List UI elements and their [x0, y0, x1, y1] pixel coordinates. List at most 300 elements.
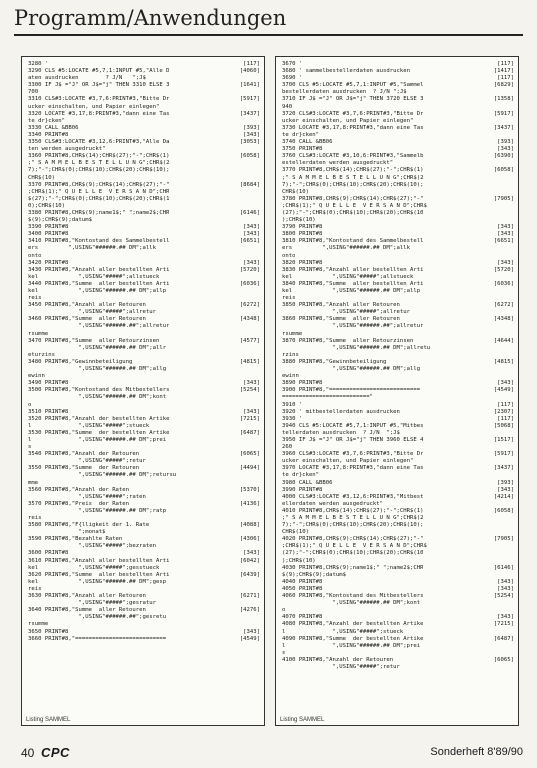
code-line [28, 480, 260, 487]
code-text: ",USING"######.## DM";allg [28, 366, 167, 373]
checksum [258, 472, 260, 479]
code-line [282, 182, 514, 189]
code-text: ucker einschalten, und Papier einlegen" [28, 103, 160, 110]
checksum [258, 274, 260, 281]
checksum: [6272] [239, 302, 260, 309]
code-text: 4090 PRINT#8,"Summe der bestellten Artike [282, 635, 424, 642]
code-line [28, 501, 260, 508]
listing-column-left [21, 56, 265, 726]
checksum [258, 89, 260, 96]
code-line [28, 75, 260, 82]
code-text: 3810 PRINT#8,"Kontostand des Sammelbestell [282, 238, 424, 245]
code-line [282, 281, 514, 288]
code-line [28, 366, 260, 373]
code-text: 3310 CLS#3:LOCATE #3,7,6:PRINT#3,"Bitte Dr [28, 96, 170, 103]
code-line [28, 167, 260, 174]
code-text: 3570 PRINT#8,"Preis der Raten [28, 500, 130, 507]
code-line [282, 352, 514, 359]
code-line [282, 288, 514, 295]
code-text: 3470 PRINT#8,"Summe aller Retourzinsen [28, 337, 160, 344]
checksum [512, 210, 514, 217]
code-text: $(9);CHR$(9);datum$ [28, 217, 92, 224]
code-line [282, 175, 514, 182]
code-text: ",USING"######.##";allretur [282, 323, 424, 330]
checksum [512, 323, 514, 330]
code-text: te dr}cken" [282, 472, 320, 479]
code-line [28, 586, 260, 593]
checksum: [4348] [493, 316, 514, 323]
code-text: 3460 PRINT#8,"Summe aller Retouren [28, 316, 146, 323]
checksum: [4306] [239, 536, 260, 543]
code-line [28, 543, 260, 550]
checksum [258, 586, 260, 593]
checksum [512, 643, 514, 650]
checksum [258, 118, 260, 125]
checksum: [7215] [493, 621, 514, 628]
code-text: 700 [28, 89, 39, 96]
checksum [512, 295, 514, 302]
code-text: rsumme [282, 330, 303, 337]
code-line [282, 61, 514, 68]
issue-label: Sonderheft 8'89/90 [430, 746, 523, 758]
checksum [512, 175, 514, 182]
checksum [512, 288, 514, 295]
code-text: te dr}cken" [282, 131, 320, 138]
checksum [258, 146, 260, 153]
code-text: ",USING"#####";allretur [28, 309, 156, 316]
code-line [28, 600, 260, 607]
code-text: 3930 ' [282, 415, 303, 422]
checksum: [6651] [239, 238, 260, 245]
code-line [282, 302, 514, 309]
code-text: 4020 PRINT#8,CHR$(9);CHR$(14);CHR$(27);"-" [282, 536, 424, 543]
code-line [282, 558, 514, 565]
code-line [282, 118, 514, 125]
listing-caption: Listing SAMMEL [26, 717, 71, 723]
checksum: [4214] [493, 493, 514, 500]
page-number: 40 [21, 746, 35, 760]
code-text: kel ",USING"#####";gesstueck [28, 564, 160, 571]
code-line [28, 210, 260, 217]
checksum: [117] [243, 61, 260, 67]
checksum [512, 550, 514, 557]
code-line [28, 629, 260, 636]
code-line [282, 550, 514, 557]
checksum [258, 402, 260, 409]
checksum [258, 423, 260, 430]
code-line [282, 522, 514, 529]
checksum: [6487] [239, 429, 260, 436]
checksum: [1358] [493, 96, 514, 103]
code-line [28, 260, 260, 267]
code-text: ",USING"#####";bezraten [28, 543, 156, 550]
code-text: 4000 CLS#3:LOCATE #3,12,6:PRINT#3,"Mitbest [282, 493, 424, 500]
code-line [28, 338, 260, 345]
checksum [258, 394, 260, 401]
code-line [282, 345, 514, 352]
code-line [28, 295, 260, 302]
checksum: [343] [243, 224, 260, 231]
code-text: 3950 IF J$ ="J" OR J$="j" THEN 3960 ELSE 4 [282, 436, 424, 443]
code-text: ",USING"#####";allretur [282, 309, 410, 316]
code-line [28, 68, 260, 75]
code-line [28, 430, 260, 437]
code-line [282, 111, 514, 118]
checksum [512, 629, 514, 636]
checksum: [1517] [493, 436, 514, 443]
code-line [282, 139, 514, 146]
code-text: 3340 PRINT#8 [28, 131, 69, 138]
code-line [282, 75, 514, 82]
checksum [258, 331, 260, 338]
checksum [512, 572, 514, 579]
checksum [258, 309, 260, 316]
code-line [28, 217, 260, 224]
checksum [258, 515, 260, 522]
code-text: ",USING"######.##";gesretu [28, 614, 167, 621]
checksum [512, 501, 514, 508]
code-line [282, 224, 514, 231]
code-line [282, 331, 514, 338]
code-text: 260 [282, 444, 293, 451]
code-line [28, 274, 260, 281]
checksum: [393] [497, 479, 514, 486]
code-line [28, 465, 260, 472]
code-text: ",USING"######.## DM";kont [28, 394, 167, 401]
code-text: 3550 PRINT#8,"Summe der Retouren [28, 465, 140, 472]
magazine-logo: CPC [41, 745, 70, 760]
code-lines [276, 57, 518, 671]
code-line [28, 224, 260, 231]
code-text: ",USING"#####";retur [282, 663, 400, 670]
checksum: [6651] [493, 238, 514, 245]
code-text: 3650 PRINT#8 [28, 628, 69, 635]
code-line [282, 600, 514, 607]
checksum: [343] [497, 224, 514, 231]
code-text: (27);"-";CHR$(0);CHR$(10);CHR$(20);CHR$(10 [282, 550, 424, 557]
code-line [28, 550, 260, 557]
code-text: bestellerdaten ausdrucken ? J/N ";J$ [282, 89, 407, 96]
code-line [282, 629, 514, 636]
checksum [512, 515, 514, 522]
checksum [258, 621, 260, 628]
checksum [258, 437, 260, 444]
code-line [282, 210, 514, 217]
checksum: [343] [243, 628, 260, 635]
code-line [282, 153, 514, 160]
code-line [282, 96, 514, 103]
code-text: 3920 ' mitbestellerdaten ausdrucken [282, 408, 400, 415]
checksum: [117] [497, 401, 514, 408]
code-line [282, 245, 514, 252]
checksum: [7215] [239, 415, 260, 422]
code-line [282, 68, 514, 75]
checksum: [4644] [493, 337, 514, 344]
code-text: (27);"-";CHR$(0);CHR$(10);CHR$(20);CHR$(10 [282, 209, 424, 216]
checksum: [393] [497, 139, 514, 146]
code-text: 3870 PRINT#8,"Summe aller Retourzinsen [282, 337, 414, 344]
checksum [512, 203, 514, 210]
code-line [282, 494, 514, 501]
code-text: 3330 CALL &BB06 [28, 124, 79, 131]
code-text: 3890 PRINT#8 [282, 380, 323, 387]
code-text: ",USING"######.## DM";allretu [282, 344, 431, 351]
code-line [282, 409, 514, 416]
code-text: 3510 PRINT#8 [28, 408, 69, 415]
checksum: [6036] [239, 280, 260, 287]
code-text: 3760 CLS#3:LOCATE #3,10,6:PRINT#3,"Sammelb [282, 153, 424, 160]
code-text: 3440 PRINT#8,"Summe aller bestellten Arti [28, 280, 170, 287]
code-text: o [28, 401, 32, 408]
code-text: 3900 PRINT#8,"=========================== [282, 387, 421, 394]
code-text: 3750 PRINT#8 [282, 146, 323, 153]
code-line [28, 146, 260, 153]
code-line [28, 160, 260, 167]
checksum [258, 75, 260, 82]
code-line [28, 572, 260, 579]
code-line [282, 586, 514, 593]
checksum: [5917] [493, 451, 514, 458]
checksum [512, 309, 514, 316]
code-text: 3500 PRINT#8,"Kontostand des Mitbestellers [28, 387, 170, 394]
checksum [512, 182, 514, 189]
code-line [282, 380, 514, 387]
code-text: ucker einschalten, und Papier einlegen" [282, 458, 414, 465]
code-text: rzins [282, 351, 299, 358]
code-line [28, 565, 260, 572]
code-line [282, 536, 514, 543]
checksum: [2307] [493, 408, 514, 415]
code-text: 4070 PRINT#8 [282, 614, 323, 621]
checksum: [6829] [493, 82, 514, 89]
code-line [28, 373, 260, 380]
code-line [28, 89, 260, 96]
code-text: reis [28, 515, 42, 521]
code-text: 3980 CALL &BB06 [282, 479, 333, 486]
checksum: [5254] [239, 387, 260, 394]
code-line [28, 96, 260, 103]
code-text: reis [282, 295, 296, 302]
code-text: kel ",USING"######.## DM";gesp [28, 578, 167, 585]
code-text: s [282, 649, 286, 656]
code-line [282, 104, 514, 111]
code-line [282, 458, 514, 465]
code-text: reis [28, 295, 42, 302]
code-text: l ",USING"######.## DM";prei [28, 436, 167, 443]
checksum: [343] [243, 259, 260, 266]
code-text: ",USING"#####";retur [28, 458, 146, 465]
code-line [282, 565, 514, 572]
code-line [28, 302, 260, 309]
code-line [28, 437, 260, 444]
code-line [28, 352, 260, 359]
code-text: ers ",USING"######.## DM";allk [28, 245, 156, 252]
code-text: ",USING"######.## DM";allr [28, 344, 167, 351]
checksum: [5720] [493, 266, 514, 273]
code-line [28, 61, 260, 68]
checksum [512, 607, 514, 614]
code-text: rsumme [28, 621, 49, 628]
code-line [28, 153, 260, 160]
listing-column-right [275, 56, 519, 726]
code-line [282, 309, 514, 316]
code-line [282, 359, 514, 366]
checksum: [4060] [239, 68, 260, 75]
code-text: ;CHR$(1);" Q U E L L E V E R S A N D";CHR$ [282, 543, 427, 550]
code-text: 3400 PRINT#8 [28, 231, 69, 238]
code-line [282, 366, 514, 373]
checksum [258, 373, 260, 380]
checksum: [4494] [239, 465, 260, 472]
checksum: [4549] [239, 635, 260, 642]
code-text: ",USING"######.## DM";ratp [28, 507, 167, 514]
code-line [28, 118, 260, 125]
checksum [258, 494, 260, 501]
code-text: ",USING"######.##";allretur [28, 323, 170, 330]
checksum [258, 196, 260, 203]
code-text: 3600 PRINT#8 [28, 550, 69, 557]
code-text: $(27);"-";CHR$(0);CHR$(10);CHR$(20);CHR$(1 [28, 195, 170, 202]
checksum [512, 132, 514, 139]
checksum: [6390] [493, 153, 514, 160]
code-text: s [28, 444, 32, 451]
code-text: 3880 PRINT#8,"Gewinnbeteiligung [282, 358, 387, 365]
code-line [28, 345, 260, 352]
checksum: [5917] [239, 96, 260, 103]
code-line [282, 465, 514, 472]
code-line [28, 125, 260, 132]
checksum [258, 245, 260, 252]
code-text: 3370 PRINT#8,CHR$(9);CHR$(14);CHR$(27);"-" [28, 181, 170, 188]
code-text: 3380 PRINT#8,CHR$(9);name1$;" ";name2$;CHR [28, 209, 170, 216]
checksum: [3437] [493, 124, 514, 131]
code-text: 3860 PRINT#8,"Summe aller Retouren [282, 316, 400, 323]
code-line [28, 359, 260, 366]
code-text: ten werden ausgedruckt" [28, 146, 106, 153]
code-text: 3850 PRINT#8,"Anzahl aller Retouren [282, 302, 400, 309]
checksum: [6439] [239, 571, 260, 578]
code-line [28, 331, 260, 338]
code-line [282, 472, 514, 479]
code-line [28, 607, 260, 614]
code-text: ;" S A M M E L B E S T E L L U N G";CHR$(2 [282, 515, 424, 521]
code-line [28, 288, 260, 295]
checksum: [6036] [493, 280, 514, 287]
code-line [28, 614, 260, 621]
checksum [512, 373, 514, 380]
checksum [512, 558, 514, 565]
code-text: 3840 PRINT#8,"Summe aller bestellten Arti [282, 280, 424, 287]
code-text: 4040 PRINT#8 [282, 578, 323, 585]
code-text: 3350 CLS#3:LOCATE #3,12,6:PRINT#3,"Alle Da [28, 139, 170, 146]
code-text: 3670 ' [282, 61, 303, 67]
checksum [512, 543, 514, 550]
checksum [512, 600, 514, 607]
code-text: kel ",USING"#####";allstueck [282, 273, 414, 280]
checksum [258, 104, 260, 111]
code-text: 3910 ' [282, 401, 303, 408]
code-line [28, 111, 260, 118]
code-text: 3640 PRINT#8,"Summe aller Retouren [28, 607, 146, 614]
code-line [28, 253, 260, 260]
code-text: reis [28, 585, 42, 592]
code-text: 3690 ' [282, 75, 303, 82]
code-text: ",USING"#####";raten [28, 493, 146, 500]
code-text: ucker einschalten, und Papier einlegen" [282, 117, 414, 124]
code-text: 7);"-";CHR$(0);CHR$(10);CHR$(20);CHR$(10); [282, 181, 424, 188]
code-line [282, 203, 514, 210]
code-text: 3590 PRINT#8,"Bezahlte Raten [28, 536, 123, 543]
code-line [28, 281, 260, 288]
checksum: [6272] [493, 302, 514, 309]
code-line [28, 139, 260, 146]
checksum: [6042] [239, 557, 260, 564]
checksum: [117] [497, 415, 514, 422]
code-text: 4050 PRINT#8 [282, 585, 323, 592]
checksum: [5917] [493, 110, 514, 117]
code-text: 7);"-";CHR$(0);CHR$(10);CHR$(20);CHR$(10); [28, 167, 170, 174]
code-line [282, 89, 514, 96]
code-line [282, 607, 514, 614]
code-line [282, 444, 514, 451]
checksum: [4815] [493, 358, 514, 365]
code-line [28, 423, 260, 430]
code-text: 3390 PRINT#8 [28, 224, 69, 231]
code-line [282, 295, 514, 302]
checksum [512, 104, 514, 111]
code-text: 3580 PRINT#8,"F{lligkeit der 1. Rate [28, 522, 150, 529]
code-text: ==========================" [282, 394, 373, 401]
code-text: 3700 CLS #5:LOCATE #5,7,1:INPUT #5,"Sammel [282, 82, 424, 89]
code-text: 0);CHR$(10) [28, 202, 66, 209]
checksum [512, 522, 514, 529]
code-text: 3970 LOCATE #3,17,8:PRINT#3,"dann eine Tas [282, 465, 424, 472]
checksum [258, 203, 260, 210]
checksum: [6065] [493, 656, 514, 663]
code-text: tellerdaten ausdrucken ? J/N ";J$ [282, 429, 400, 436]
code-line [282, 543, 514, 550]
checksum [512, 253, 514, 260]
code-text: te dr}cken" [28, 117, 66, 124]
code-text: 3430 PRINT#8,"Anzahl aller bestellten Arti [28, 266, 170, 273]
checksum: [1641] [239, 82, 260, 89]
code-line [28, 309, 260, 316]
checksum: [7905] [493, 536, 514, 543]
checksum: [3437] [493, 465, 514, 472]
code-line [282, 323, 514, 330]
code-text: 3610 PRINT#8,"Anzahl aller bestellten Arti [28, 557, 170, 564]
code-line [28, 536, 260, 543]
code-line [28, 409, 260, 416]
checksum: [6271] [239, 593, 260, 600]
checksum [512, 472, 514, 479]
code-text: estellerdaten werden ausgedruckt" [282, 160, 394, 167]
checksum [512, 650, 514, 657]
code-text: 3480 PRINT#8,"Gewinnbeteiligung [28, 358, 133, 365]
checksum [258, 565, 260, 572]
checksum: [6058] [493, 167, 514, 174]
code-text: 3940 CLS #5:LOCATE #5,7,1:INPUT #5,"Mitbes [282, 422, 424, 429]
code-text: 3360 PRINT#8,CHR$(14);CHR$(27);"-";CHR$(1) [28, 153, 170, 160]
code-text: ",USING"######.## DM";allg [282, 366, 421, 373]
checksum: [1417] [493, 68, 514, 75]
checksum: [343] [497, 614, 514, 621]
code-text: aten ausdrucken ? J/N ";J$ [28, 75, 146, 82]
code-line [28, 203, 260, 210]
code-line [28, 529, 260, 536]
checksum [512, 366, 514, 373]
code-line [28, 579, 260, 586]
